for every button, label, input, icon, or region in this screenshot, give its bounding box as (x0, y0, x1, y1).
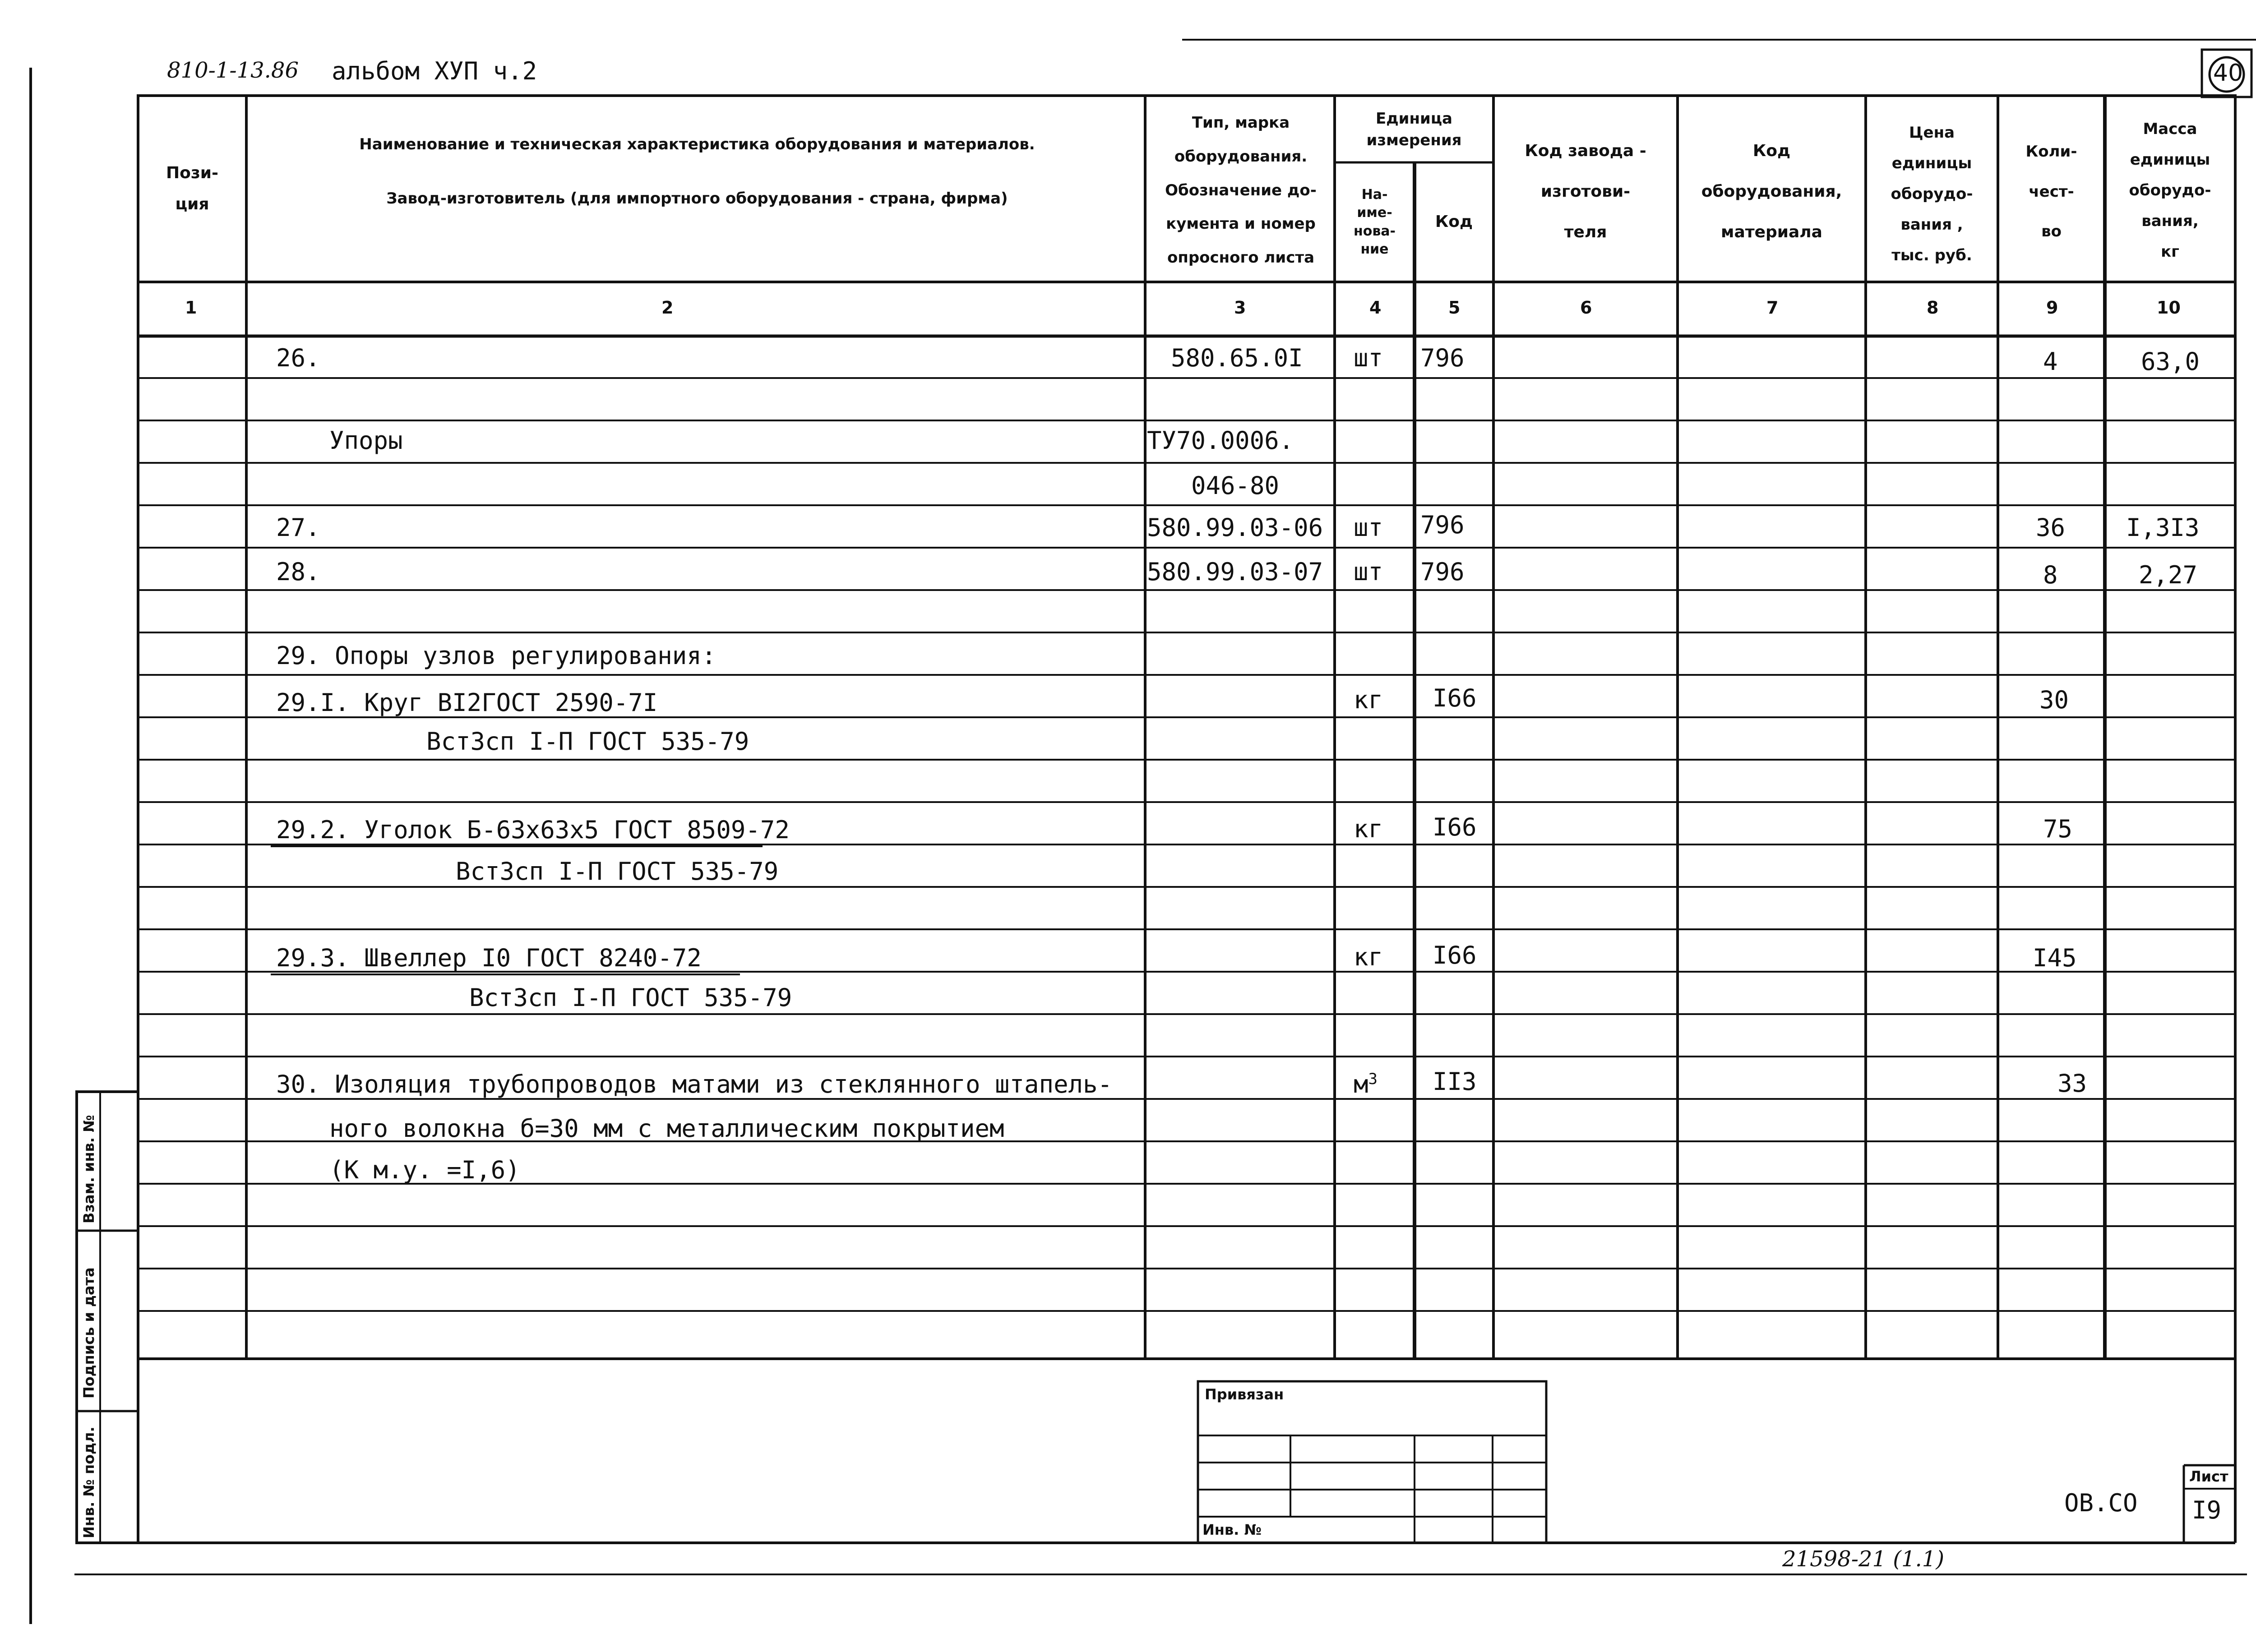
list-value: I9 (2192, 1496, 2222, 1524)
row-27-qty: 36 (2036, 513, 2066, 542)
col-num-5: 5 (1448, 298, 1461, 318)
col-header-mass: Масса единицы оборудо- вания, кг (2129, 120, 2211, 261)
row-26-mass: 63,0 (2141, 347, 2200, 376)
row-29-3-steel: ВстЗсп I-П ГОСТ 535-79 (469, 983, 792, 1012)
row-27-name: 27. (276, 513, 320, 542)
row-upory-name: Упоры (329, 426, 403, 455)
row-26-code: 796 (1420, 344, 1465, 372)
row-29-3-qty: I45 (2033, 944, 2077, 972)
doc-designation: ОВ.СО (2064, 1489, 2138, 1517)
row-30-unit: $м^3$ (1354, 1070, 1378, 1098)
row-30-unit-sup: 3 (1368, 1070, 1378, 1088)
row-29-2-steel: ВстЗсп I-П ГОСТ 535-79 (456, 857, 779, 886)
row-29-1-steel: ВстЗсп I-П ГОСТ 535-79 (426, 727, 749, 756)
row-30-name: 30. Изоляция трубопроводов матами из стеклянного штапель- (276, 1070, 1113, 1098)
row-29-3-unit: кг (1354, 943, 1383, 971)
album-label: альбом ХУП ч.2 (332, 57, 537, 85)
row-26-type: 580.65.0I (1171, 344, 1303, 372)
list-label: Лист (2189, 1468, 2228, 1485)
row-29-1-unit: кг (1354, 686, 1383, 714)
row-27-type: 580.99.03-06 (1147, 513, 1323, 542)
row-29-1-qty: 30 (2039, 686, 2069, 714)
col-num-10: 10 (2157, 298, 2181, 318)
row-29-3-code: I66 (1433, 941, 1477, 969)
row-29-2-unit: кг (1354, 815, 1383, 843)
page-mark: 40 (2213, 60, 2243, 87)
inv-no-label: Инв. № (1202, 1521, 1262, 1538)
privyazan-label: Привязан (1205, 1386, 1284, 1403)
row-upory-type: ТУ70.0006. (1147, 426, 1294, 455)
row-27-mass: I,3I3 (2126, 513, 2200, 542)
row-29-2-qty: 75 (2043, 815, 2073, 843)
row-29-2-name: 29.2. Уголок Б-63х63х5 ГОСТ 8509-72 (276, 816, 790, 844)
row-27-unit: шт (1354, 513, 1383, 542)
row-28-unit: шт (1354, 558, 1383, 586)
row-28-name: 28. (276, 558, 320, 586)
row-29-2-code: I66 (1433, 813, 1477, 841)
stamp-podpis: Подпись и дата (80, 1267, 97, 1398)
col-header-type: Тип, марка оборудования. Обозначение до- кумента и номер опросного листа (1165, 114, 1317, 267)
col-num-7: 7 (1766, 298, 1779, 318)
row-26-qty: 4 (2043, 347, 2058, 376)
row-29-name: 29. Опоры узлов регулирования: (276, 641, 717, 670)
doc-code: 810-1-13.86 (167, 58, 299, 83)
col-num-2: 2 (661, 298, 674, 318)
col-header-unit-code: Код (1435, 212, 1473, 231)
col-num-1: 1 (185, 298, 197, 318)
row-30-code: II3 (1433, 1067, 1477, 1096)
row-28-mass: 2,27 (2139, 561, 2198, 589)
col-header-equipment-code: Код оборудования, материала (1701, 142, 1842, 241)
col-num-3: 3 (1234, 298, 1246, 318)
bottom-code: 21598-21 (1.1) (1782, 1546, 1945, 1572)
col-header-factory-code: Код завода - изготови- теля (1525, 142, 1646, 241)
row-28-type: 580.99.03-07 (1147, 558, 1323, 586)
row-30-qty: 33 (2057, 1069, 2087, 1098)
row-26-name: 26. (276, 344, 320, 372)
col-header-unit-name: На- име- нова- ние (1353, 186, 1396, 257)
col-header-name-line1: Наименование и техническая характеристика оборудования и материалов. (359, 135, 1035, 153)
col-num-4: 4 (1369, 298, 1382, 318)
col-num-6: 6 (1580, 298, 1592, 318)
col-num-9: 9 (2046, 298, 2058, 318)
col-header-quantity: Коли- чест- во (2025, 143, 2077, 241)
col-header-name-line2: Завод-изготовитель (для импортного оборудования - страна, фирма) (386, 189, 1008, 208)
col-header-price: Цена единицы оборудо- вания , тыс. руб. (1891, 124, 1973, 264)
row-30-cont: ного волокна б=30 мм с металлическим покрытием (329, 1114, 1004, 1143)
row-29-1-code: I66 (1433, 684, 1477, 712)
col-num-8: 8 (1927, 298, 1939, 318)
row-29-1-name: 29.I. Круг BI2ГОСТ 2590-7I (276, 688, 658, 717)
row-26-unit: шт (1354, 344, 1383, 372)
col-header-unit: Единица измерения (1366, 110, 1462, 149)
row-upory-type-cont: 046-80 (1191, 471, 1280, 500)
row-28-code: 796 (1420, 558, 1465, 586)
stamp-inv: Инв. № подл. (80, 1426, 97, 1538)
row-28-qty: 8 (2043, 561, 2058, 589)
row-27-code: 796 (1420, 511, 1465, 539)
row-30-coef: (К м.у. =I,6) (329, 1156, 520, 1184)
stamp-vzam: Взам. инв. № (80, 1115, 97, 1223)
row-29-3-name: 29.3. Швеллер I0 ГОСТ 8240-72 (276, 944, 702, 972)
col-header-position: Пози- ция (166, 164, 218, 213)
